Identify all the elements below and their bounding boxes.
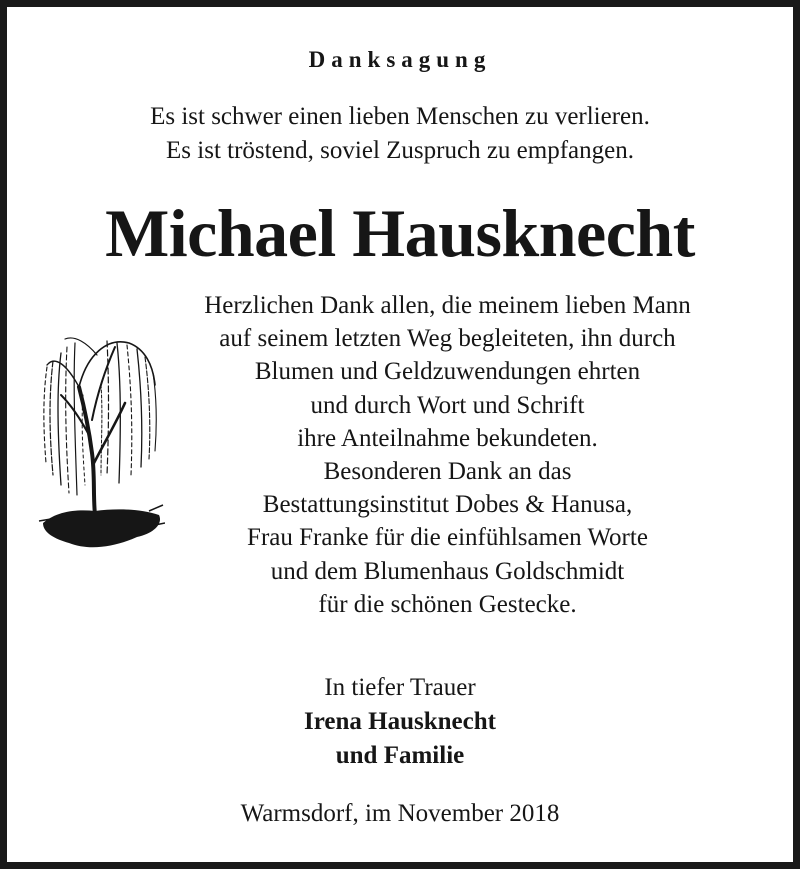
mourner-family: und Familie	[335, 742, 465, 769]
motto-line: Es ist schwer einen lieben Menschen zu verlieren.	[150, 103, 650, 130]
deceased-name: Michael Hausknecht	[105, 195, 695, 271]
place-date: Warmsdorf, im November 2018	[240, 800, 560, 827]
thanks-line: und dem Blumenhaus Goldschmidt	[270, 557, 625, 585]
thanks-line: und durch Wort und Schrift	[310, 391, 585, 419]
thanks-text	[102, 289, 793, 621]
thanks-line: Herzlichen Dank allen, die meinem lieben Mann	[204, 292, 691, 319]
thanks-line: Frau Franke für die einfühlsamen Worte	[247, 524, 648, 552]
thanks-line: auf seinem letzten Weg begleiteten, ihn durch	[219, 325, 676, 353]
thanks-line: Bestattungsinstitut Dobes & Hanusa,	[262, 491, 633, 519]
thanks-line: ihre Anteilnahme bekundeten.	[297, 424, 598, 452]
thanks-line: für die schönen Gestecke.	[318, 590, 577, 618]
thanks-line: Besonderen Dank an das	[323, 458, 572, 486]
thanks-line: Blumen und Geldzuwendungen ehrten	[254, 358, 641, 386]
mourner-name: Irena Hausknecht	[304, 708, 496, 735]
motto	[7, 100, 793, 168]
signoff	[7, 671, 793, 773]
motto-line: Es ist tröstend, soviel Zuspruch zu empfangen.	[166, 137, 634, 164]
heading: Danksagung	[308, 47, 492, 72]
signoff-intro: In tiefer Trauer	[324, 674, 476, 701]
